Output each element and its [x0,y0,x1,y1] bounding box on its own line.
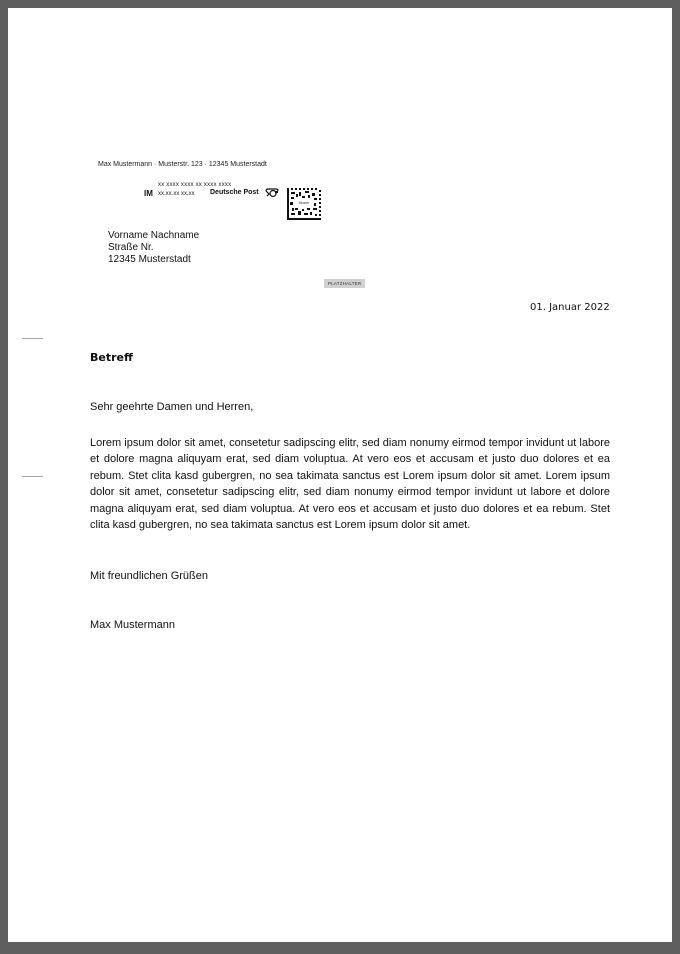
franking-brand: Deutsche Post [210,189,259,196]
datamatrix-label: Muster [296,200,312,207]
closing: Mit freundlichen Grüßen [90,570,208,582]
placeholder-tag: PLATZHALTER [324,279,365,288]
punch-mark [22,476,43,477]
letter-page [8,8,672,942]
franking-im-label: IM [144,189,153,198]
recipient-address [108,230,199,266]
recipient-street: Straße Nr. [108,242,154,253]
franking-date: xx.xx.xx xx,xx [158,191,195,197]
post-horn-icon [265,188,279,198]
subject-line: Betreff [90,351,133,364]
recipient-name: Vorname Nachname [108,230,200,241]
salutation: Sehr geehrte Damen und Herren, [90,401,254,413]
recipient-city: 12345 Musterstadt [108,254,191,265]
franking-code: xx xxxx xxxx xx xxxx xxxx [158,182,232,188]
body-paragraph: Lorem ipsum dolor sit amet, consetetur sadipscing elitr, sed diam nonumy eirmod tempor invidunt ut labore et dolore magna aliquyam erat, sed diam voluptua. At vero eos et accusam et justo duo dolores et ea rebum. Stet clita kasd gubergren, no sea takimata sanctus est Lorem ipsum dolor sit amet. Lorem ipsum dolor sit amet, consetetur sadipscing elitr, sed diam nonumy eirmod tempor invidunt ut labore et dolore magna aliquyam erat, sed diam voluptua. At vero eos et accusam et justo duo dolores et ea rebum. Stet clita kasd gubergren, no sea takimata sanctus est Lorem ipsum dolor sit amet. [90,437,610,532]
datamatrix-code [287,188,321,220]
fold-mark-top [22,338,43,339]
sender-line: Max Mustermann · Musterstr. 123 · 12345 Musterstadt [98,161,267,168]
letter-date: 01. Januar 2022 [530,302,610,313]
signature: Max Mustermann [90,619,175,631]
